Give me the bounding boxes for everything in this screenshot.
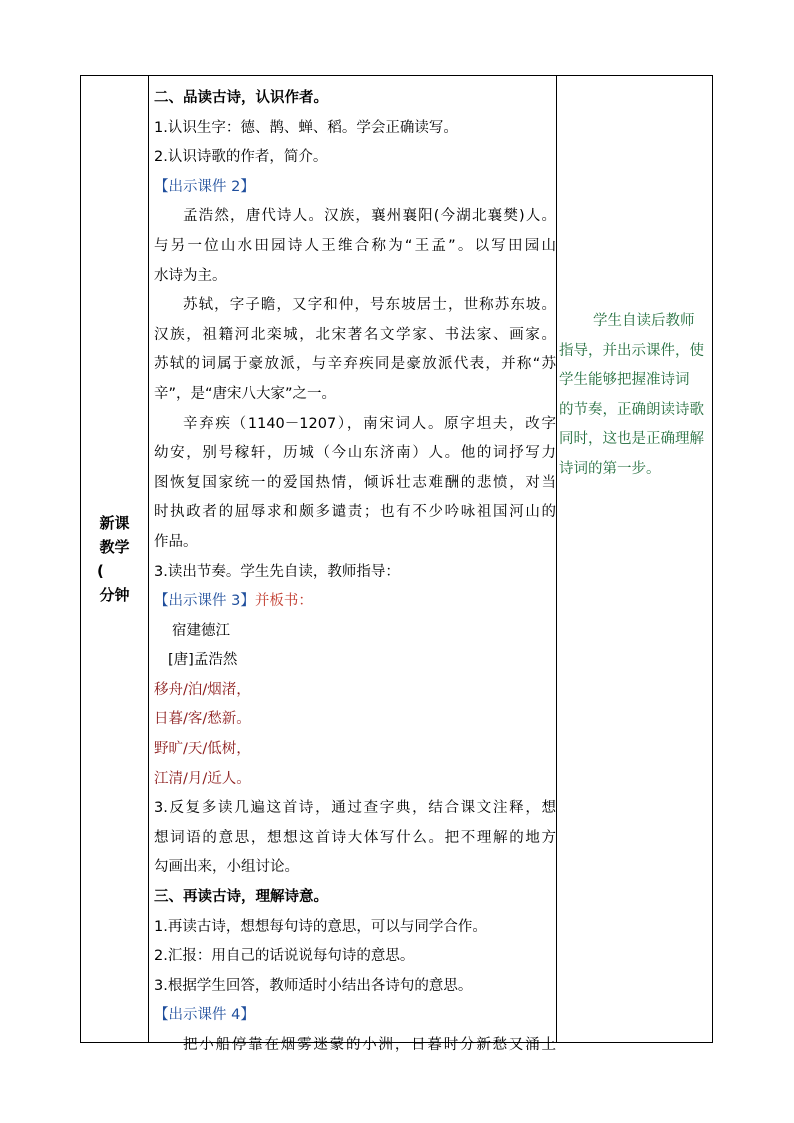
content-line: 汉族，祖籍河北栾城，北宋著名文学家、书法家、画家。	[154, 326, 556, 343]
intent-line: 指导，并出示课件，使	[559, 342, 704, 359]
section-label-line2: 教学	[99, 538, 130, 556]
column-divider-right	[556, 76, 557, 1042]
design-intent-cell	[559, 307, 711, 485]
poem-title: 宿建德江	[172, 622, 230, 639]
heading-section-2: 二、品读古诗，认识作者。	[154, 90, 328, 106]
content-line: 时执政者的屈辱求和颇多谴责；也有不少吟咏祖国河山的	[154, 504, 556, 521]
courseware-label: 【出示课件 3】	[154, 593, 255, 610]
content-line: 作品。	[154, 533, 198, 550]
poem-line: 野旷/天/低树，	[154, 741, 251, 758]
content-line: 2.认识诗歌的作者，简介。	[154, 149, 328, 166]
poem-line: 江清/月/近人。	[154, 770, 251, 787]
content-line: 1.再读古诗，想想每句诗的意思，可以与同学合作。	[154, 918, 487, 935]
section-label-line4: 分钟	[99, 586, 130, 604]
section-label-line3: (	[97, 562, 104, 580]
content-line: 把小船停靠在烟雾迷蒙的小洲，日暮时分新愁又涌上	[183, 1037, 556, 1053]
intent-line: 学生自读后教师	[593, 313, 695, 329]
poem-author: [唐]孟浩然	[168, 652, 238, 669]
content-line: 3.读出节奏。学生先自读，教师指导：	[154, 563, 400, 580]
content-line: 辛”，是“唐宋八大家”之一。	[154, 385, 337, 402]
content-line: 孟浩然，唐代诗人。汉族，襄州襄阳(今湖北襄樊)人。	[183, 208, 556, 225]
board-note: 并板书：	[254, 593, 313, 610]
poem-line: 移舟/泊/烟渚，	[154, 681, 251, 698]
content-line: 1.认识生字：德、鹊、蝉、稻。学会正确读写。	[154, 119, 458, 136]
courseware-3-line	[154, 587, 556, 617]
content-line: 苏轼的词属于豪放派，与辛弃疾同是豪放派代表，并称“苏	[154, 356, 556, 373]
courseware-label: 【出示课件 2】	[154, 178, 255, 195]
lesson-table	[80, 75, 713, 1053]
teaching-content-cell	[154, 84, 556, 1061]
column-divider-left	[148, 76, 149, 1042]
heading-section-3: 三、再读古诗，理解诗意。	[154, 889, 328, 906]
content-line: 与另一位山水田园诗人王维合称为“王孟”。以写田园山	[154, 237, 556, 254]
intent-line: 同时，这也是正确理解	[559, 431, 704, 448]
intent-line: 的节奏，正确朗读诗歌	[559, 401, 704, 418]
intent-line: 学生能够把握准诗词	[559, 372, 690, 389]
content-line: 2.汇报：用自己的话说说每句诗的意思。	[154, 948, 415, 965]
content-line: 辛弃疾（1140－1207），南宋词人。原字坦夫，改字	[183, 415, 556, 432]
section-label-line1: 新课	[99, 514, 130, 532]
content-line: 勾画出来，小组讨论。	[154, 859, 299, 876]
section-label-cell	[81, 511, 148, 607]
content-line: 3.根据学生回答，教师适时小结出各诗句的意思。	[154, 977, 473, 994]
courseware-label: 【出示课件 4】	[154, 1007, 255, 1024]
intent-line: 诗词的第一步。	[559, 460, 661, 477]
content-line: 水诗为主。	[154, 267, 227, 284]
poem-line: 日暮/客/愁新。	[154, 711, 251, 728]
content-line: 苏轼，字子瞻，又字和仲，号东坡居士，世称苏东坡。	[183, 297, 556, 314]
content-line: 3.反复多读几遍这首诗，通过查字典，结合课文注释，想	[154, 800, 556, 817]
content-line: 图恢复国家统一的爱国热情，倾诉壮志难酬的悲愤，对当	[154, 474, 556, 491]
content-line: 想词语的意思，想想这首诗大体写什么。把不理解的地方	[154, 829, 556, 846]
content-line: 幼安，别号稼轩，历城（今山东济南）人。他的词抒写力	[154, 445, 556, 462]
